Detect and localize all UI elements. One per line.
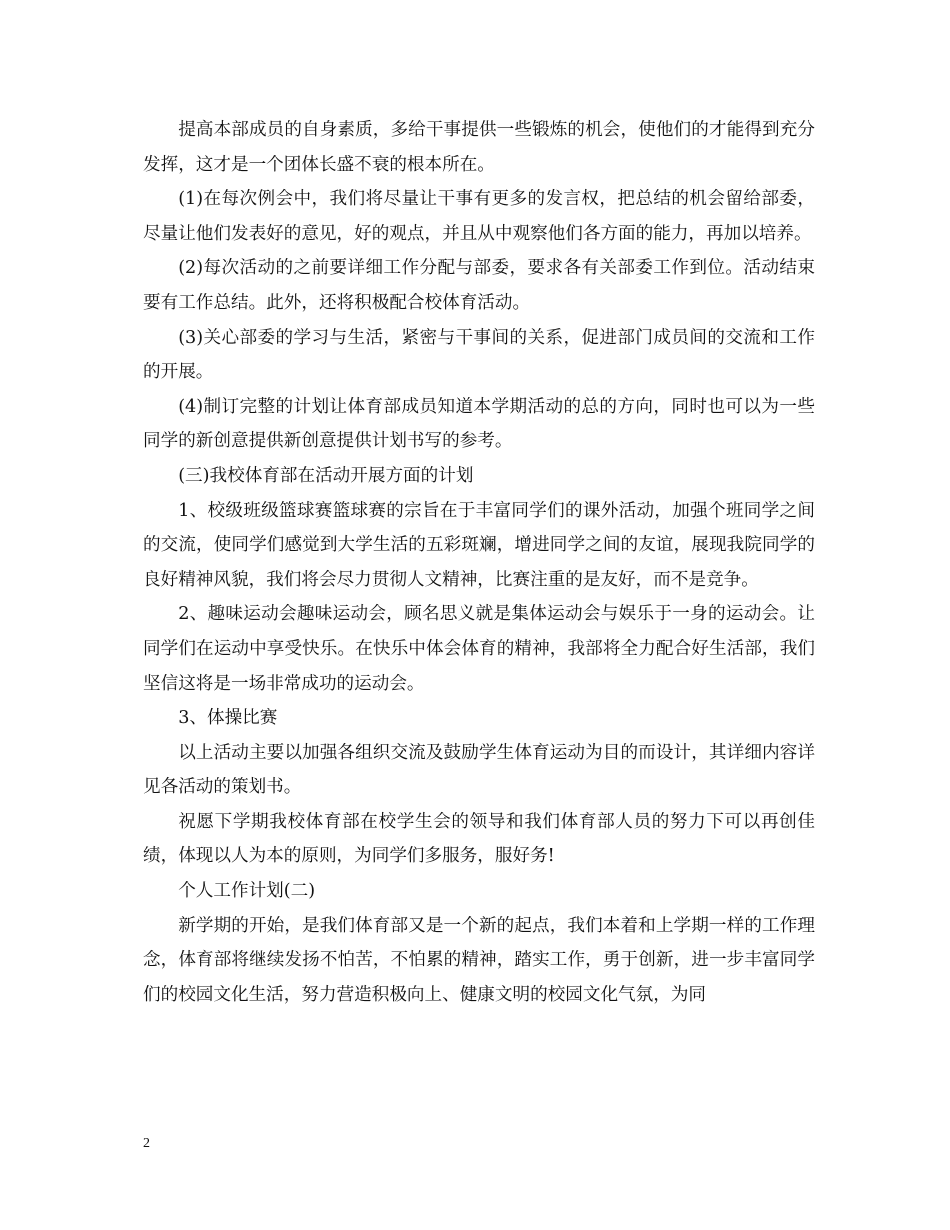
paragraph-summary: 以上活动主要以加强各组织交流及鼓励学生体育运动为目的而设计，其详细内容详见各活动的策划书。 (143, 742, 815, 798)
paragraph-4: (3)关心部委的学习与生活，紧密与干事间的关系，促进部门成员间的交流和工作的开展。 (143, 327, 815, 383)
paragraph-3: (2)每次活动的之前要详细工作分配与部委，要求各有关部委工作到位。活动结束要有工作总结。此外，还将积极配合校体育活动。 (143, 258, 815, 313)
page-number: 2 (143, 1136, 150, 1151)
paragraph-2: (1)在每次例会中，我们将尽量让干事有更多的发言权，把总结的机会留给部委，尽量让他们发表好的意见，好的观点，并且从中观察他们各方面的能力，再加以培养。 (143, 189, 815, 244)
paragraph-new-semester: 新学期的开始，是我们体育部又是一个新的起点，我们本着和上学期一样的工作理念，体育部将继续发扬不怕苦，不怕累的精神，踏实工作，勇于创新，进一步丰富同学们的校园文化生活，努力营造积极向上、健康文明的校园文化气氛，为同 (143, 915, 815, 1005)
paragraph-1: 提高本部成员的自身素质，多给干事提供一些锻炼的机会，使他们的才能得到充分发挥，这才是一个团体长盛不衰的根本所在。 (143, 120, 815, 175)
section-heading-plan-2: 个人工作计划(二) (178, 881, 316, 902)
paragraph-gymnastics: 3、体操比赛 (178, 708, 278, 729)
document-body (143, 113, 815, 1012)
paragraph-fun-games: 2、趣味运动会趣味运动会，顾名思义就是集体运动会与娱乐于一身的运动会。让同学们在运动中享受快乐。在快乐中体会体育的精神，我部将全力配合好生活部，我们坚信这将是一场非常成功的运动会。 (143, 604, 815, 694)
section-heading-3: (三)我校体育部在活动开展方面的计划 (178, 465, 474, 486)
paragraph-wishes: 祝愿下学期我校体育部在校学生会的领导和我们体育部人员的努力下可以再创佳绩，体现以人为本的原则，为同学们多服务，服好务! (143, 811, 815, 867)
paragraph-basketball: 1、校级班级篮球赛篮球赛的宗旨在于丰富同学们的课外活动，加强个班同学之间的交流，使同学们感觉到大学生活的五彩斑斓，增进同学之间的友谊，展现我院同学的良好精神风貌，我们将会尽力贯彻人文精神，比赛注重的是友好，而不是竞争。 (143, 500, 815, 590)
paragraph-5: (4)制订完整的计划让体育部成员知道本学期活动的总的方向，同时也可以为一些同学的新创意提供新创意提供计划书写的参考。 (143, 396, 815, 452)
